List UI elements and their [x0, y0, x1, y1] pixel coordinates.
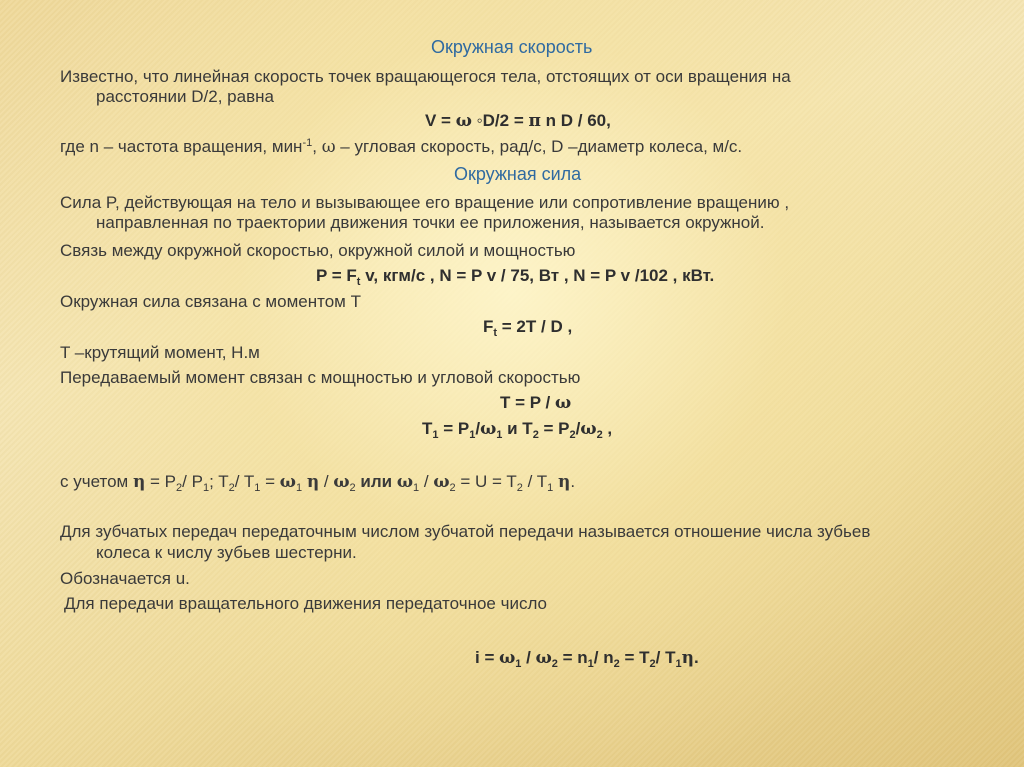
formula-t: T = P / ω: [500, 393, 572, 413]
formula-power: $P = F_t$ v, кгм/с , N = P v / 75, Вт , N = P v /102 , кВт.: [316, 266, 715, 288]
eta-symbol: η: [306, 472, 320, 492]
eta-symbol: η: [557, 472, 571, 492]
formula-i: $i = \omega_1 / \omega_2 = n_1/$ $n_2 = T_2/$ $T_1\eta$.: [475, 648, 699, 670]
where-line: где n – частота вращения, мин$^{-1}$, ω – угловая скорость, рад/с, D –диаметр колеса, м/с.: [60, 137, 743, 157]
gear-ratio-line-2: колеса к числу зубьев шестерни.: [96, 543, 357, 562]
pi-symbol: π: [528, 111, 541, 131]
formula-ft: $F_t = 2T / D$ ,: [483, 317, 573, 339]
notation-line: Обозначается u.: [60, 569, 190, 588]
moment-relation-line: Окружная сила связана с моментом T: [60, 292, 361, 311]
omega-symbol: ω: [554, 393, 572, 413]
intro-line-1: Известно, что линейная скорость точек вращающегося тела, отстоящих от оси вращения на: [60, 67, 791, 86]
omega-symbol: ω: [333, 472, 350, 492]
heading-circumferential-force: Окружная сила: [454, 164, 582, 184]
omega-symbol: ω: [455, 111, 472, 131]
transmitted-moment-line: Передаваемый момент связан с мощностью и угловой скоростью: [60, 368, 581, 387]
omega-symbol: ω: [580, 419, 597, 439]
heading-circumferential-speed: Окружная скорость: [431, 37, 593, 57]
omega-symbol: ω: [433, 472, 450, 492]
eta-symbol: η: [132, 472, 146, 492]
considering-line: с учетом $\eta = P_2/$ $P_1$; $T_2/$ $T_1 = \omega_1$ η / $\omega_2$ или $\omega_1 / \omega_2 = U = T_2 / T_1$ η.: [60, 472, 576, 494]
force-def-line-2: направленная по траектории движения точки ее приложения, называется окружной.: [96, 213, 765, 232]
omega-symbol: ω: [396, 472, 414, 492]
omega-symbol: ω: [279, 472, 296, 492]
torque-definition: T –крутящий момент, Н.м: [60, 343, 260, 362]
omega-symbol: ω: [480, 419, 497, 439]
force-def-line-1: Сила P, действующая на тело и вызывающее его вращение или сопротивление вращению ,: [60, 193, 790, 212]
formula-t1-t2: $T_1 = P_1/\omega_1$ и $T_2 = P_2/\omega_2$ ,: [422, 419, 613, 441]
intro-line-2: расстоянии D/2, равна: [96, 87, 274, 106]
relation-line: Связь между окружной скоростью, окружной силой и мощностью: [60, 241, 576, 260]
eta-symbol: η: [681, 648, 694, 668]
omega-symbol: ω: [321, 137, 336, 157]
formula-v: V = ω ◦D/2 = π n D / 60,: [425, 111, 611, 131]
omega-symbol: ω: [535, 648, 552, 668]
omega-symbol: ω: [499, 648, 516, 668]
gear-ratio-line-1: Для зубчатых передач передаточным числом зубчатой передачи называется отношение числа зубьев: [60, 522, 871, 541]
rotation-ratio-line: Для передачи вращательного движения передаточное число: [64, 594, 548, 613]
